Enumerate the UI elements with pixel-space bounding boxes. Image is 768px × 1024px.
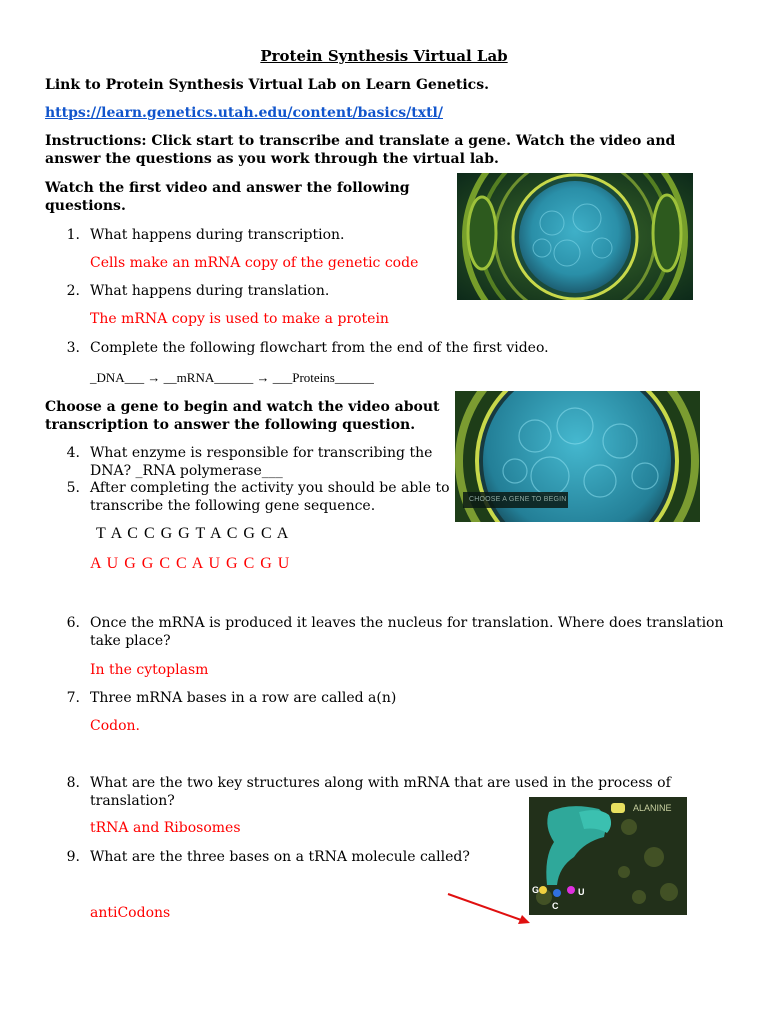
q2-answer: The mRNA copy is used to make a protein bbox=[90, 311, 389, 327]
q5-number: 5. bbox=[66, 480, 80, 496]
q3-number: 3. bbox=[66, 340, 80, 356]
q8-number: 8. bbox=[66, 775, 80, 791]
q8-text-line1: What are the two key structures along with mRNA that are used in the process of bbox=[90, 775, 671, 791]
q6-answer: In the cytoplasm bbox=[90, 662, 209, 678]
q1-number: 1. bbox=[66, 227, 80, 243]
red-arrow-icon bbox=[440, 885, 540, 930]
q4-text-line1: What enzyme is responsible for transcribing the bbox=[90, 445, 433, 461]
q8-answer: tRNA and Ribosomes bbox=[90, 820, 241, 836]
trna-base-c: C bbox=[552, 901, 559, 911]
q5-answer: A U G G C C A U G C G U bbox=[90, 555, 291, 572]
q5-dna-sequence: T A C C G G T A C G C A bbox=[96, 525, 290, 542]
instructions-line2: answer the questions as you work through the virtual lab. bbox=[45, 151, 499, 167]
section1-heading-line2: questions. bbox=[45, 198, 126, 214]
trna-base-g: G bbox=[532, 885, 540, 895]
q9-number: 9. bbox=[66, 849, 80, 865]
q7-text: Three mRNA bases in a row are called a(n) bbox=[90, 690, 397, 706]
q5-text-line2: transcribe the following gene sequence. bbox=[90, 498, 376, 514]
lab-url-link[interactable]: https://learn.genetics.utah.edu/content/basics/txtl/ bbox=[45, 105, 443, 121]
section2-heading-line2: transcription to answer the following question. bbox=[45, 417, 416, 433]
link-intro: Link to Protein Synthesis Virtual Lab on Learn Genetics. bbox=[45, 77, 489, 93]
trna-base-u: U bbox=[578, 887, 585, 897]
section1-heading-line1: Watch the first video and answer the following bbox=[45, 180, 410, 196]
q7-number: 7. bbox=[66, 690, 80, 706]
q7-answer: Codon. bbox=[90, 718, 140, 734]
q2-number: 2. bbox=[66, 283, 80, 299]
cell-video-image bbox=[457, 173, 693, 300]
trna-amino-acid-label: ALANINE bbox=[633, 803, 672, 813]
q4-number: 4. bbox=[66, 445, 80, 461]
q1-text: What happens during transcription. bbox=[90, 227, 345, 243]
q1-answer: Cells make an mRNA copy of the genetic code bbox=[90, 255, 419, 271]
choose-gene-video-image bbox=[455, 391, 700, 522]
q6-number: 6. bbox=[66, 615, 80, 631]
q5-text-line1: After completing the activity you should be able to bbox=[90, 480, 450, 496]
q9-answer: antiCodons bbox=[90, 905, 171, 921]
instructions-line1: Instructions: Click start to transcribe and translate a gene. Watch the video and bbox=[45, 133, 676, 149]
q3-text: Complete the following flowchart from the end of the first video. bbox=[90, 340, 549, 356]
q6-text-line1: Once the mRNA is produced it leaves the nucleus for translation. Where does translation bbox=[90, 615, 724, 631]
section2-heading-line1: Choose a gene to begin and watch the video about bbox=[45, 399, 440, 415]
q6-text-line2: take place? bbox=[90, 633, 171, 649]
page-title: Protein Synthesis Virtual Lab bbox=[260, 47, 508, 65]
q9-text: What are the three bases on a tRNA molecule called? bbox=[90, 849, 470, 865]
trna-image bbox=[529, 797, 687, 915]
q4-text-line2: DNA? _RNA polymerase___ bbox=[90, 463, 283, 479]
choose-gene-caption: CHOOSE A GENE TO BEGIN bbox=[469, 496, 567, 503]
q3-flowchart-answer: _DNA___ → __mRNA______ → ___Proteins______ bbox=[90, 370, 374, 385]
q2-text: What happens during translation. bbox=[90, 283, 330, 299]
q8-text-line2: translation? bbox=[90, 793, 175, 809]
